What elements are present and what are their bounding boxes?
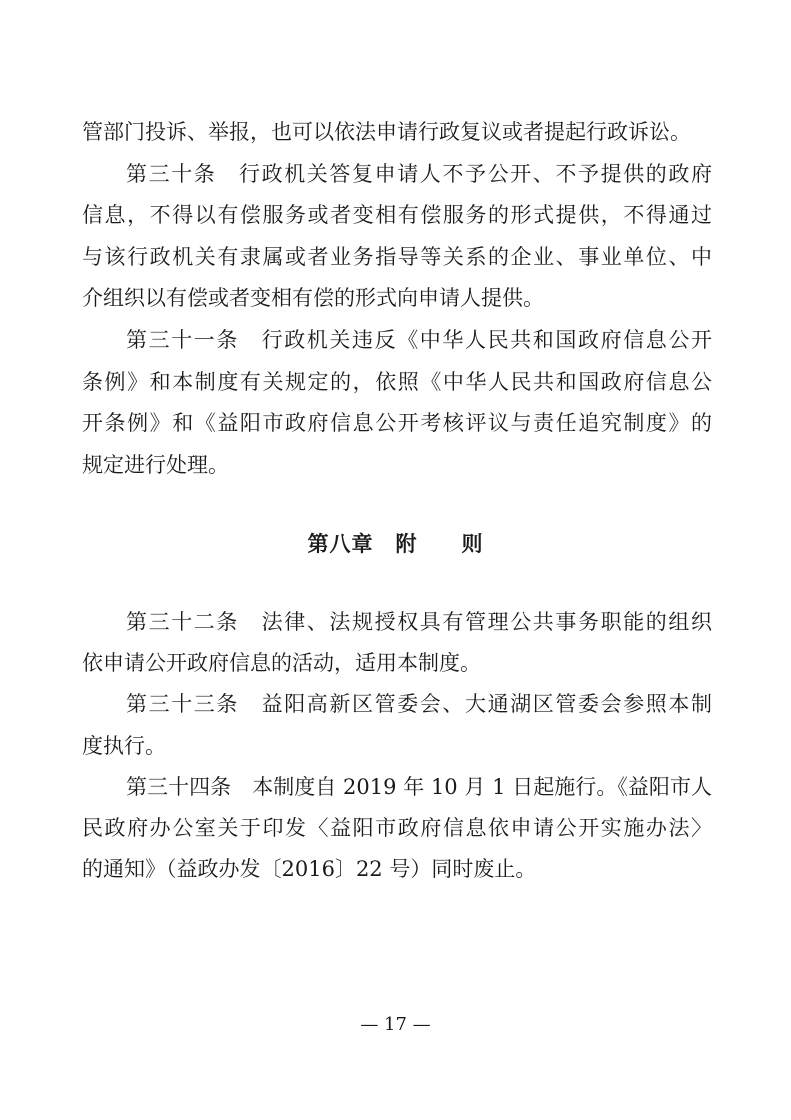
text-line: 与该行政机关有隶属或者业务指导等关系的企业、事业单位、中 <box>82 244 712 269</box>
chapter-heading: 第八章 附 则 <box>307 532 484 556</box>
text-line: 介组织以有偿或者变相有偿的形式向申请人提供。 <box>82 286 544 311</box>
text-line: 第三十条 行政机关答复申请人不予公开、不予提供的政府 <box>126 161 712 186</box>
text-line: 条例》和本制度有关规定的，依照《中华人民共和国政府信息公 <box>82 369 712 394</box>
text-line: 第三十四条 本制度自 2019 年 10 月 1 日起施行。《益阳市人 <box>126 774 712 799</box>
text-line: 民政府办公室关于印发〈益阳市政府信息依申请公开实施办法〉 <box>82 816 712 840</box>
text-line: 第三十三条 益阳高新区管委会、大通湖区管委会参照本制 <box>126 692 712 717</box>
text-line: 管部门投诉、举报，也可以依法申请行政复议或者提起行政诉讼。 <box>82 120 691 144</box>
text-line: 第三十一条 行政机关违反《中华人民共和国政府信息公开 <box>126 328 712 352</box>
text-line: 开条例》和《益阳市政府信息公开考核评议与责任追究制度》的 <box>82 411 712 436</box>
text-line: 信息，不得以有偿服务或者变相有偿服务的形式提供，不得通过 <box>82 203 712 228</box>
text-line: 第三十二条 法律、法规授权具有管理公共事务职能的组织 <box>126 610 712 634</box>
page-number: — 17 — <box>360 1014 431 1035</box>
text-line: 度执行。 <box>82 733 166 758</box>
text-line: 的通知》（益政办发〔2016〕22 号）同时废止。 <box>82 857 537 882</box>
text-line: 依申请公开政府信息的活动，适用本制度。 <box>82 651 481 676</box>
text-line: 规定进行处理。 <box>82 452 229 477</box>
